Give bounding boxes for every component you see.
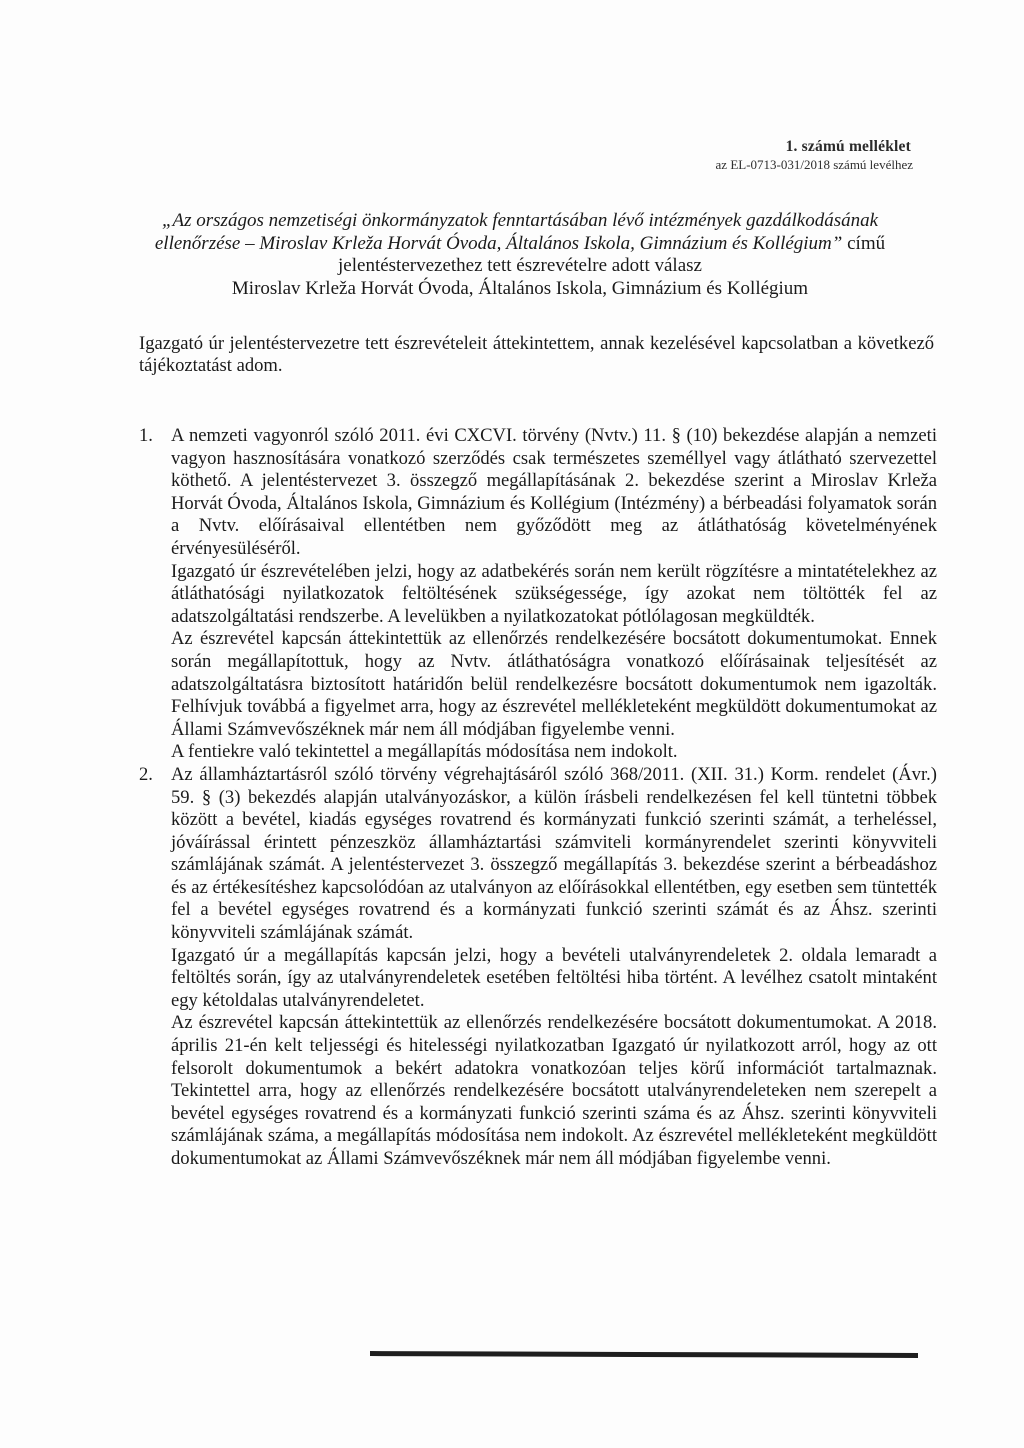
heading-institution: Miroslav Krleža Horvát Óvoda, Általános Iskola, Gimnázium és Kollégium (231, 277, 809, 299)
paragraph: A fentiekre való tekintettel a megállapítás módosítása nem indokolt. (171, 741, 678, 763)
heading-open-quote: „ (161, 210, 173, 231)
paragraph: Az észrevétel kapcsán áttekintettük az ellenőrzés rendelkezésére bocsátott dokumentumokat. A 2018. április 21-én kelt teljességi és hitelességi nyilatkozatban Igazgató úr nyilatkozott arról, hogy az ott felsorolt dokumentumok a bekért adatokra vonatkozóan teljes körű információt tartalmaznak. Tekintettel arra, hogy az ellenőrzés rendelkezésére bocsátott utalványrendeleteken nem szerepelt a bevétel egységes rovatrend és a kormányzati funkció szerinti száma és az Áhsz. szerinti könyvviteli számlájának száma, a megállapítás módosítása nem indokolt. Az észrevétel mellékleteként megküldött dokumentumokat az Állami Számvevőszéknek már nem áll módjában figyelembe venni. (171, 1012, 937, 1169)
annex-title: 1. számú melléklet (785, 138, 911, 155)
annex-reference: az EL-0713-031/2018 számú levélhez (715, 157, 913, 172)
paragraph: Igazgató úr a megállapítás kapcsán jelzi, hogy a bevételi utalványrendeletek 2. oldala lemaradt a feltöltés során, így az utalványrendeletek esetében feltöltési hiba történt. A levélhez csatolt mintaként egy kétoldalas utalványrendeletet. (171, 944, 937, 1011)
heading-close-quote: ” (831, 232, 843, 254)
paragraph: Az észrevétel kapcsán áttekintettük az ellenőrzés rendelkezésére bocsátott dokumentumokat. Ennek során megállapítottuk, hogy az Nvtv. átláthatóságra vonatkozó előírásainak teljesítését az adatszolgáltatásra biztosított határidőn belül rendelkezésre bocsátott dokumentumok nem igazolták. Felhívjuk továbbá a figyelmet arra, hogy az észrevétel mellékleteként megküldött dokumentumokat az Állami Számvevőszéknek már nem áll módjában figyelembe venni. (171, 628, 937, 740)
list-item (135, 425, 937, 764)
heading-rest: című jelentéstervezethez tett észrevételre adott válasz (338, 232, 886, 277)
heading-italic-title: Az országos nemzetiségi önkormányzatok fenntartásában lévő intézmények gazdálkodásának ellenőrzése – Miroslav Krleža Horvát Óvoda, Általános Iskola, Gimnázium és Kollégium (154, 210, 879, 254)
list-item-number: 1. (139, 425, 153, 446)
document-heading (140, 210, 900, 300)
intro-paragraph: Igazgató úr jelentéstervezetre tett észrevételeit áttekintettem, annak kezelésével kapcsolatban a következő tájékoztatást adom. (139, 333, 934, 376)
bottom-divider (370, 1351, 918, 1358)
numbered-list (135, 425, 937, 1171)
paragraph: A nemzeti vagyonról szóló 2011. évi CXCVI. törvény (Nvtv.) 11. § (10) bekezdése alapján a nemzeti vagyon hasznosítására vonatkozó szerződés csak természetes személlyel vagy átlátható szervezettel köthető. A jelentéstervezet 3. összegző megállapításának 2. bekezdése szerint a Miroslav Krleža Horvát Óvoda, Általános Iskola, Gimnázium és Kollégium (Intézmény) a bérbeadási folyamatok során a Nvtv. előírásaival ellentétben nem győződött meg az átláthatóság követelményének érvényesüléséről. (171, 425, 937, 559)
list-item (135, 764, 937, 1171)
list-item-number: 2. (139, 763, 153, 785)
paragraph: Az államháztartásról szóló törvény végrehajtásáról szóló 368/2011. (XII. 31.) Korm. rendelet (Ávr.) 59. § (3) bekezdés alapján utalványozáskor, a külön írásbeli rendelkezésen fel kell tüntetni többek között a bevétel, kiadás egységes rovatrend és kormányzati funkció szerinti számát, a terheléssel, jóváírással érintett pénzeszköz államháztartási számviteli kormányrendelet szerinti könyvviteli számlájának számát. A jelentéstervezet 3. összegző megállapítás 3. bekezdése szerint a bérbeadáshoz és az értékesítéshez kapcsolódóan az utalványon az előírásokkal ellentétben, egy esetben sem tüntették fel a bevétel egységes rovatrend és a kormányzati funkció szerinti számát és az Áhsz. szerinti könyvviteli számlájának számát. (171, 763, 937, 944)
paragraph: Igazgató úr észrevételében jelzi, hogy az adatbekérés során nem került rögzítésre a mintatételekhez az átláthatósági nyilatkozatok feltöltésének szükségessége, így azokat nem töltötték fel az adatszolgáltatási rendszerbe. A levelükben a nyilatkozatokat pótlólagosan megküldték. (171, 560, 937, 627)
